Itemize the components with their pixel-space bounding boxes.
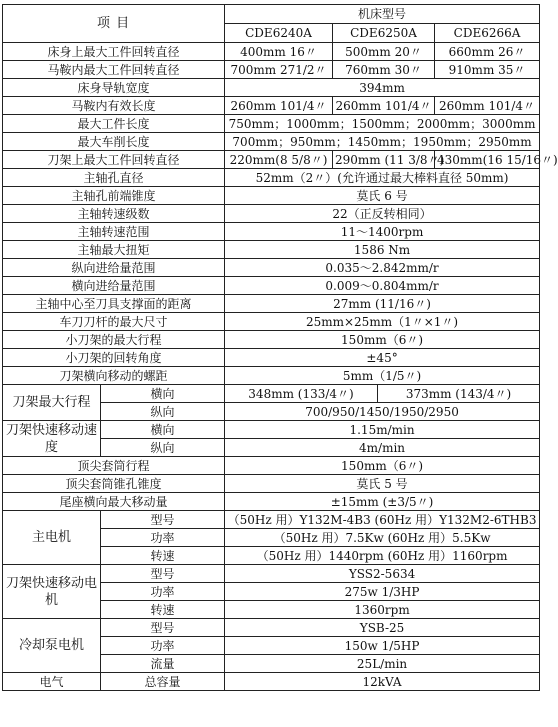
table-row bbox=[3, 187, 540, 205]
cell-value: 150w 1/5HP bbox=[225, 637, 540, 655]
table-row bbox=[3, 43, 540, 61]
table-row bbox=[3, 79, 540, 97]
group-label: 电气 bbox=[3, 673, 101, 691]
table-row bbox=[3, 421, 540, 439]
table-row bbox=[3, 259, 540, 277]
cell-value: 700mm；950mm；1450mm；1950mm；2950mm bbox=[225, 133, 540, 151]
table-row bbox=[3, 493, 540, 511]
table-row bbox=[3, 295, 540, 313]
cell-value: 910mm 35〃 bbox=[435, 61, 540, 79]
cell-value: 27mm (11/16〃) bbox=[225, 295, 540, 313]
row-label: 主轴孔直径 bbox=[3, 169, 225, 187]
cell-value: 700/950/1450/1950/2950 bbox=[225, 403, 540, 421]
header-model-2: CDE6250A bbox=[333, 24, 435, 43]
row-label: 主轴最大扭矩 bbox=[3, 241, 225, 259]
table-row bbox=[3, 673, 540, 691]
row-label: 顶尖套筒锥孔锥度 bbox=[3, 475, 225, 493]
group-label: 刀架快速移动电机 bbox=[3, 565, 101, 619]
cell-value: 760mm 30〃 bbox=[333, 61, 435, 79]
table-row bbox=[3, 169, 540, 187]
sub-label: 转速 bbox=[101, 601, 225, 619]
table-row bbox=[3, 97, 540, 115]
table-row bbox=[3, 61, 540, 79]
cell-value: 260mm 101/4〃 bbox=[333, 97, 435, 115]
cell-value: 290mm (11 3/8〃) bbox=[333, 151, 435, 169]
table-row bbox=[3, 457, 540, 475]
row-label: 最大车削长度 bbox=[3, 133, 225, 151]
cell-value: 4m/min bbox=[225, 439, 540, 457]
sub-label: 总容量 bbox=[101, 673, 225, 691]
row-label: 马鞍内有效长度 bbox=[3, 97, 225, 115]
sub-label: 型号 bbox=[101, 565, 225, 583]
table-row bbox=[3, 151, 540, 169]
row-label: 床身导轨宽度 bbox=[3, 79, 225, 97]
cell-value: 150mm（6〃) bbox=[225, 457, 540, 475]
cell-value: 260mm 101/4〃 bbox=[225, 97, 333, 115]
cell-value: 660mm 26〃 bbox=[435, 43, 540, 61]
cell-value: 52mm（2〃）(允许通过最大棒料直径 50mm) bbox=[225, 169, 540, 187]
row-label: 主轴孔前端锥度 bbox=[3, 187, 225, 205]
table-row bbox=[3, 133, 540, 151]
row-label: 顶尖套筒行程 bbox=[3, 457, 225, 475]
sub-label: 型号 bbox=[101, 619, 225, 637]
row-label: 主轴转速级数 bbox=[3, 205, 225, 223]
table-row bbox=[3, 349, 540, 367]
row-label: 刀架上最大工件回转直径 bbox=[3, 151, 225, 169]
table-row bbox=[3, 241, 540, 259]
cell-value: 12kVA bbox=[225, 673, 540, 691]
cell-value: 430mm(16 15/16〃) bbox=[435, 151, 540, 169]
table-row bbox=[3, 385, 540, 403]
table-row bbox=[3, 475, 540, 493]
cell-value: 348mm (133/4〃) bbox=[225, 385, 378, 403]
cell-value: 500mm 20〃 bbox=[333, 43, 435, 61]
sub-label: 横向 bbox=[101, 385, 225, 403]
cell-value: 400mm 16〃 bbox=[225, 43, 333, 61]
cell-value: 11～1400rpm bbox=[225, 223, 540, 241]
cell-value: 莫氏 5 号 bbox=[225, 475, 540, 493]
cell-value: ±15mm (±3/5〃) bbox=[225, 493, 540, 511]
header-model-1: CDE6240A bbox=[225, 24, 333, 43]
table-row bbox=[3, 565, 540, 583]
cell-value: （50Hz 用）7.5Kw (60Hz 用）5.5Kw bbox=[225, 529, 540, 547]
row-label: 主轴转速范围 bbox=[3, 223, 225, 241]
row-label: 床身上最大工件回转直径 bbox=[3, 43, 225, 61]
sub-label: 纵向 bbox=[101, 403, 225, 421]
row-label: 车刀刀杆的最大尺寸 bbox=[3, 313, 225, 331]
cell-value: 1360rpm bbox=[225, 601, 540, 619]
cell-value: YSS2-5634 bbox=[225, 565, 540, 583]
group-label: 刀架最大行程 bbox=[3, 385, 101, 421]
spec-table bbox=[2, 4, 558, 691]
table-row bbox=[3, 205, 540, 223]
table-row bbox=[3, 367, 540, 385]
cell-value: 750mm；1000mm；1500mm；2000mm；3000mm bbox=[225, 115, 540, 133]
cell-value: 700mm 271/2〃 bbox=[225, 61, 333, 79]
sub-label: 横向 bbox=[101, 421, 225, 439]
row-label: 小刀架的回转角度 bbox=[3, 349, 225, 367]
header-model-group: 机床型号 bbox=[225, 5, 540, 24]
table-row bbox=[3, 511, 540, 529]
cell-value: YSB-25 bbox=[225, 619, 540, 637]
cell-value: 22（正反转相同） bbox=[225, 205, 540, 223]
row-label: 刀架横向移动的螺距 bbox=[3, 367, 225, 385]
cell-value: 25L/min bbox=[225, 655, 540, 673]
cell-value: 275w 1/3HP bbox=[225, 583, 540, 601]
sub-label: 纵向 bbox=[101, 439, 225, 457]
row-label: 小刀架的最大行程 bbox=[3, 331, 225, 349]
cell-value: 0.035～2.842mm/r bbox=[225, 259, 540, 277]
row-label: 马鞍内最大工件回转直径 bbox=[3, 61, 225, 79]
cell-value: 1.15m/min bbox=[225, 421, 540, 439]
cell-value: 373mm (143/4〃) bbox=[378, 385, 540, 403]
cell-value: 150mm（6〃) bbox=[225, 331, 540, 349]
cell-value: 394mm bbox=[225, 79, 540, 97]
cell-value: ±45° bbox=[225, 349, 540, 367]
row-label: 纵向进给量范围 bbox=[3, 259, 225, 277]
row-label: 主轴中心至刀具支撑面的距离 bbox=[3, 295, 225, 313]
cell-value: 0.009～0.804mm/r bbox=[225, 277, 540, 295]
sub-label: 功率 bbox=[101, 583, 225, 601]
table-row bbox=[3, 115, 540, 133]
row-label: 最大工件长度 bbox=[3, 115, 225, 133]
table-row bbox=[3, 277, 540, 295]
table-row bbox=[3, 331, 540, 349]
header-model-3: CDE6266A bbox=[435, 24, 540, 43]
table-row bbox=[3, 619, 540, 637]
group-label: 冷却泵电机 bbox=[3, 619, 101, 673]
cell-value: （50Hz 用）1440rpm (60Hz 用）1160rpm bbox=[225, 547, 540, 565]
sub-label: 型号 bbox=[101, 511, 225, 529]
sub-label: 功率 bbox=[101, 637, 225, 655]
group-label: 主电机 bbox=[3, 511, 101, 565]
sub-label: 流量 bbox=[101, 655, 225, 673]
cell-value: 1586 Nm bbox=[225, 241, 540, 259]
cell-value: 25mm×25mm（1〃×1〃) bbox=[225, 313, 540, 331]
cell-value: 260mm 101/4〃 bbox=[435, 97, 540, 115]
sub-label: 转速 bbox=[101, 547, 225, 565]
group-label: 刀架快速移动速度 bbox=[3, 421, 101, 457]
cell-value: 莫氏 6 号 bbox=[225, 187, 540, 205]
table-row bbox=[3, 223, 540, 241]
header-item: 项 目 bbox=[3, 5, 225, 43]
cell-value: 5mm（1/5〃) bbox=[225, 367, 540, 385]
row-label: 尾座横向最大移动量 bbox=[3, 493, 225, 511]
row-label: 横向进给量范围 bbox=[3, 277, 225, 295]
cell-value: 220mm(8 5/8〃) bbox=[225, 151, 333, 169]
table-row bbox=[3, 313, 540, 331]
sub-label: 功率 bbox=[101, 529, 225, 547]
cell-value: （50Hz 用）Y132M-4B3 (60Hz 用）Y132M2-6THB3 bbox=[225, 511, 540, 529]
